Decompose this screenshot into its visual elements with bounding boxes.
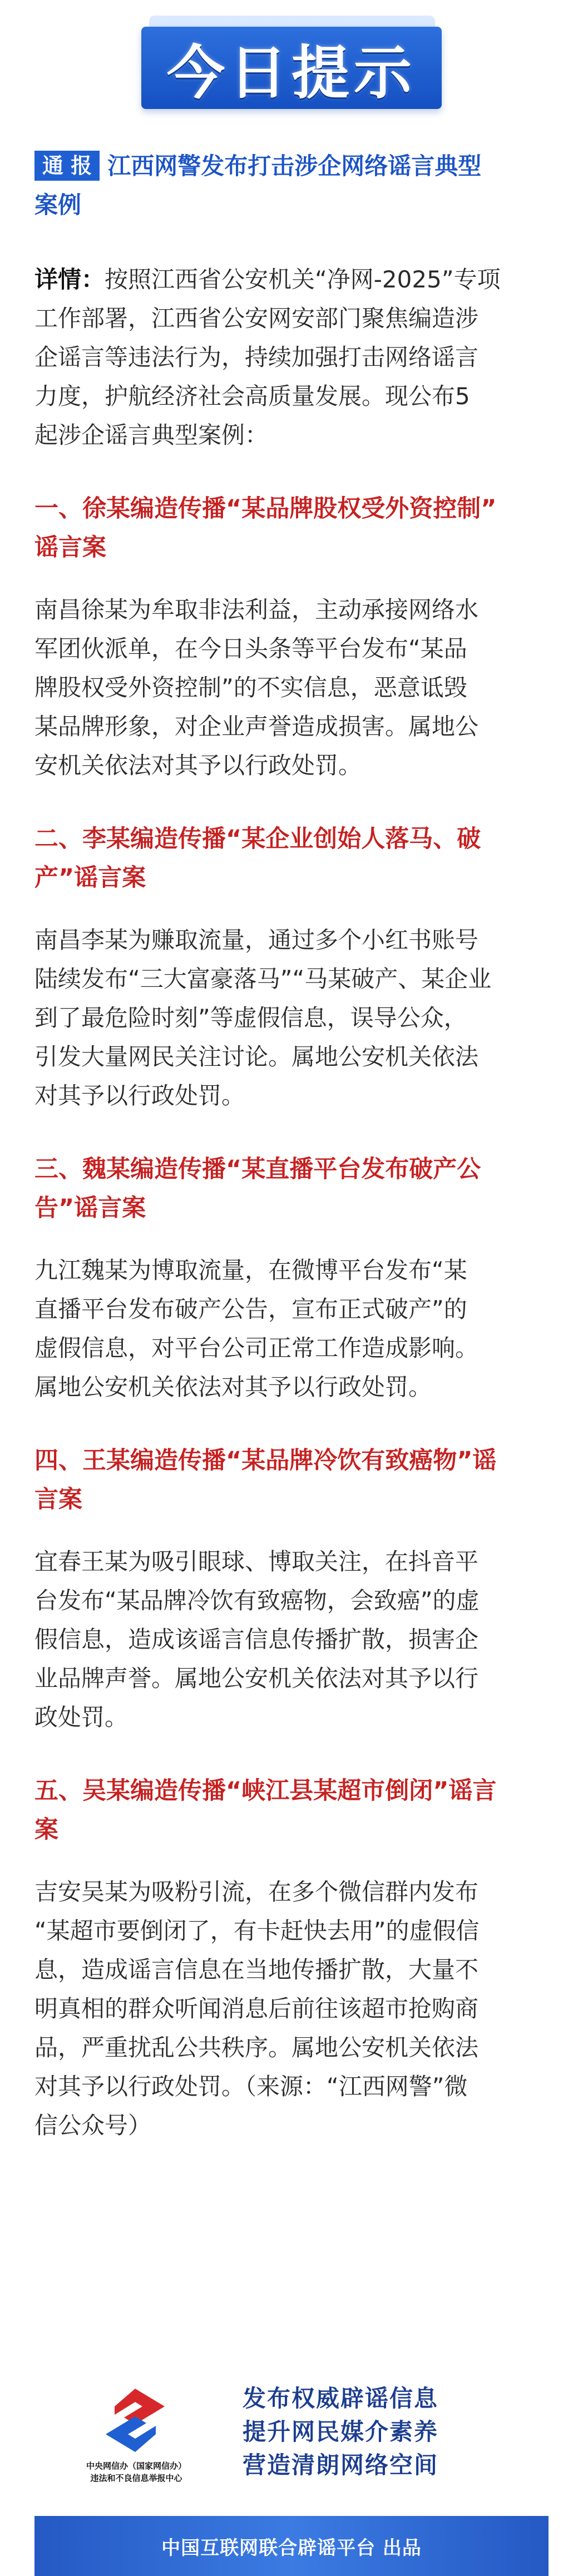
- report-center-logo-icon: [99, 2384, 171, 2456]
- logo-caption-line-1: 中央网信办（国家网信办）: [86, 2461, 186, 2471]
- case-5-line-7: 信公众号）: [34, 2112, 152, 2139]
- case-4-line-1: 宜春王某为吸引眼球、博取关注，在抖音平: [34, 1548, 479, 1575]
- case-1-line-5: 安机关依法对其予以行政处罚。: [34, 752, 362, 779]
- slogans: [243, 2382, 510, 2482]
- case-3-line-4: 属地公安机关依法对其予以行政处罚。: [34, 1373, 432, 1401]
- notice: [34, 147, 552, 225]
- slogan-3: 营造清朗网络空间: [243, 2451, 439, 2479]
- case-3-heading-line-2: 告”谣言案: [34, 1194, 146, 1222]
- case-5-line-1: 吉安吴某为吸粉引流，在多个微信群内发布: [34, 1878, 479, 1905]
- case-3-line-1: 九江魏某为博取流量，在微博平台发布“某: [34, 1257, 467, 1284]
- case-5-heading-line-1: 五、吴某编造传播“峡江县某超市倒闭”谣言: [34, 1777, 497, 1805]
- intro-line-5: 起涉企谣言典型案例：: [34, 421, 269, 449]
- case-5-line-6: 对其予以行政处罚。（来源：“江西网警”微: [34, 2073, 468, 2100]
- case-4-line-4: 业品牌声誉。属地公安机关依法对其予以行: [34, 1665, 479, 1692]
- case-2-line-5: 对其予以行政处罚。: [34, 1082, 245, 1109]
- case-4-line-5: 政处罚。: [34, 1704, 129, 1731]
- publisher-bar: 中国互联网联合辟谣平台 出品: [34, 2516, 549, 2576]
- case-4-line-3: 假信息，造成该谣言信息传播扩散，损害企: [34, 1626, 479, 1653]
- intro-line-1: [34, 260, 552, 299]
- case-4-heading-line-2: 言案: [34, 1486, 82, 1513]
- article-body: [34, 260, 552, 2145]
- intro-line-4: 力度，护航经济社会高质量发展。现公布5: [34, 383, 470, 410]
- case-4-heading-line-1: 四、王某编造传播“某品牌冷饮有致癌物”谣: [34, 1447, 497, 1475]
- case-1-line-1: 南昌徐某为牟取非法利益，主动承接网络水: [34, 596, 479, 623]
- intro-lead: 详情：: [34, 266, 105, 293]
- case-2-line-4: 引发大量网民关注讨论。属地公安机关依法: [34, 1043, 479, 1070]
- case-3-heading-line-1: 三、魏某编造传播“某直播平台发布破产公: [34, 1155, 481, 1183]
- case-5-line-3: 息，造成谣言信息在当地传播扩散，大量不: [34, 1956, 479, 1983]
- case-5-heading-line-2: 案: [34, 1816, 58, 1844]
- intro-line-2: 工作部署，江西省公安网安部门聚焦编造涉: [34, 305, 479, 332]
- intro-line-3: 企谣言等违法行为，持续加强打击网络谣言: [34, 344, 479, 371]
- notice-tag: 通 报: [34, 151, 100, 181]
- case-3-line-2: 直播平台发布破产公告，宣布正式破产”的: [34, 1296, 467, 1323]
- case-4-line-2: 台发布“某品牌冷饮有致癌物，会致癌”的虚: [34, 1587, 480, 1614]
- case-2-heading-line-2: 产”谣言案: [34, 864, 146, 892]
- case-3-line-3: 虚假信息，对平台公司正常工作造成影响。: [34, 1334, 479, 1362]
- banner: [0, 0, 583, 129]
- case-5-line-5: 品，严重扰乱公共秩序。属地公安机关依法: [34, 2034, 479, 2061]
- case-1-heading-line-1: 一、徐某编造传播“某品牌股权受外资控制”: [34, 495, 497, 523]
- case-2-heading-line-1: 二、李某编造传播“某企业创始人落马、破: [34, 825, 481, 853]
- case-2-line-2: 陆续发布“三大富豪落马”“马某破产、某企业: [34, 965, 492, 992]
- case-5-line-4: 明真相的群众听闻消息后前往该超市抢购商: [34, 1995, 479, 2022]
- case-1-line-2: 军团伙派单，在今日头条等平台发布“某品: [34, 635, 467, 662]
- case-2-line-3: 到了最危险时刻”等虚假信息，误导公众，: [34, 1004, 467, 1031]
- case-2-line-1: 南昌李某为赚取流量，通过多个小红书账号: [34, 926, 479, 954]
- notice-title-line-1: 江西网警发布打击涉企网络谣言典型: [107, 152, 482, 180]
- case-5-line-2: “某超市要倒闭了，有卡赶快去用”的虚假信: [34, 1917, 480, 1944]
- intro-text-1: 按照江西省公安机关“净网-2025”专项: [105, 266, 501, 293]
- notice-title-line-2: 案例: [34, 191, 82, 219]
- slogan-1: 发布权威辟谣信息: [243, 2385, 439, 2412]
- case-1-line-3: 牌股权受外资控制”的不实信息，恶意诋毁: [34, 674, 467, 701]
- slogan-2: 提升网民媒介素养: [243, 2418, 439, 2445]
- banner-title: 今日提示: [166, 38, 416, 107]
- footer-brand: [83, 2379, 506, 2506]
- case-1-line-4: 某品牌形象，对企业声誉造成损害。属地公: [34, 713, 479, 740]
- case-1-heading-line-2: 谣言案: [34, 534, 106, 562]
- logo-caption-line-2: 违法和不良信息举报中心: [90, 2473, 182, 2483]
- logo-caption: [83, 2460, 189, 2484]
- notice-line-1: [34, 147, 552, 186]
